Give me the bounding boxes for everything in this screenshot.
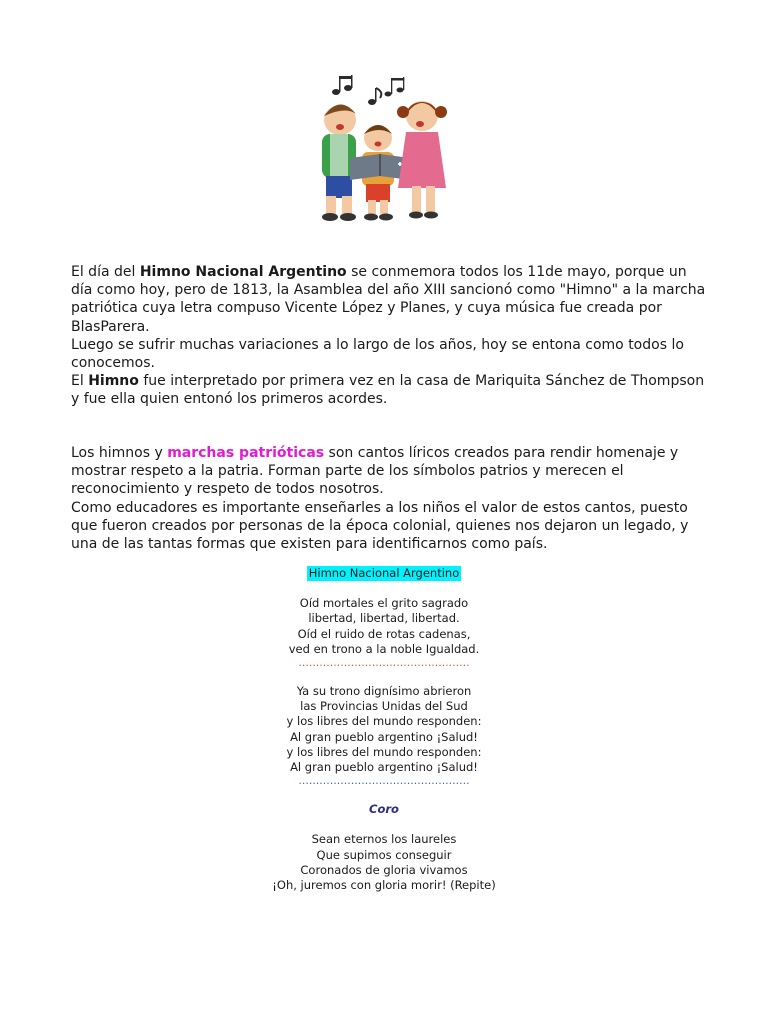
anthem-title: Himno Nacional Argentino <box>308 566 460 580</box>
intro-text: El día del <box>71 264 140 280</box>
lyric-line: las Provincias Unidas del Sud <box>300 699 468 714</box>
stanza-1 <box>170 596 598 657</box>
lyric-line: Coronados de gloria vivamos <box>300 862 468 877</box>
dotted-separator: ................................................. <box>298 657 470 670</box>
lyric-line: Al gran pueblo argentino ¡Salud! <box>290 729 478 744</box>
stanza-2 <box>170 684 598 775</box>
lyric-line: Oíd el ruido de rotas cadenas, <box>297 626 471 641</box>
girl-right-figure <box>397 101 447 219</box>
intro-paragraph-3 <box>71 372 711 408</box>
lyric-line: y los libres del mundo responden: <box>286 714 482 729</box>
lyric-line: Ya su trono dignísimo abrieron <box>296 684 472 699</box>
lyric-line: Al gran pueblo argentino ¡Salud! <box>290 760 478 775</box>
intro-section <box>71 263 711 409</box>
lyric-line: ¡Oh, juremos con gloria morir! (Repite) <box>272 878 496 893</box>
intro-paragraph-1 <box>71 263 711 336</box>
himnos-text: son cantos líricos creados para rendir homenaje y mostrar respeto a la patria. Forman parte de los símbolos patrios y merecen el reconocimiento y respeto de todos nosotros. <box>71 445 679 498</box>
himnos-section <box>71 444 711 553</box>
intro-text: El <box>71 373 89 390</box>
lyric-line: libertad, libertad, libertad. <box>308 611 460 626</box>
dotted-separator: ................................................. <box>298 775 470 788</box>
lyric-line: y los libres del mundo responden: <box>286 744 482 759</box>
lyric-line: Sean eternos los laureles <box>311 832 457 847</box>
lyric-line: Que supimos conseguir <box>316 847 452 862</box>
himnos-paragraph-2: Como educadores es importante enseñarles a los niños el valor de estos cantos, puesto que fueron creados por personas de la época colonial, quienes nos dejaron un legado, y una de las tantas formas que existen para identificarnos como país. <box>71 499 689 553</box>
lyric-line: Oíd mortales el grito sagrado <box>299 596 469 611</box>
himnos-text: Los himnos y <box>71 445 168 461</box>
intro-paragraph-2: Luego se sufrir muchas variaciones a lo largo de los años, hoy se entona como todos lo conocemos. <box>71 336 684 372</box>
intro-text: se conmemora todos los 11de mayo, porque un día como hoy, pero de 1813, la Asamblea del año XIII sancionó como "Himno" a la marcha patriótica cuya letra compuso Vicente López y Planes, y cuya música fue creada por BlasParera. <box>71 264 706 335</box>
anthem-lyrics <box>170 566 598 893</box>
stanza-coro <box>170 832 598 893</box>
intro-text: fue interpretado por primera vez en la casa de Mariquita Sánchez de Thompson y fue ella quien entonó los primeros acordes. <box>71 373 705 408</box>
coro-label: Coro <box>369 802 399 817</box>
himnos-paragraph-1 <box>71 444 711 499</box>
marchas-patrioticas-highlight: marchas patrióticas <box>167 445 325 461</box>
music-note-icon <box>332 75 404 105</box>
lyric-line: ved en trono a la noble Igualdad. <box>288 641 480 656</box>
intro-bold-himno-nacional: Himno Nacional Argentino <box>139 264 347 280</box>
children-singing-illustration <box>310 72 460 227</box>
intro-bold-himno: Himno <box>88 373 139 390</box>
